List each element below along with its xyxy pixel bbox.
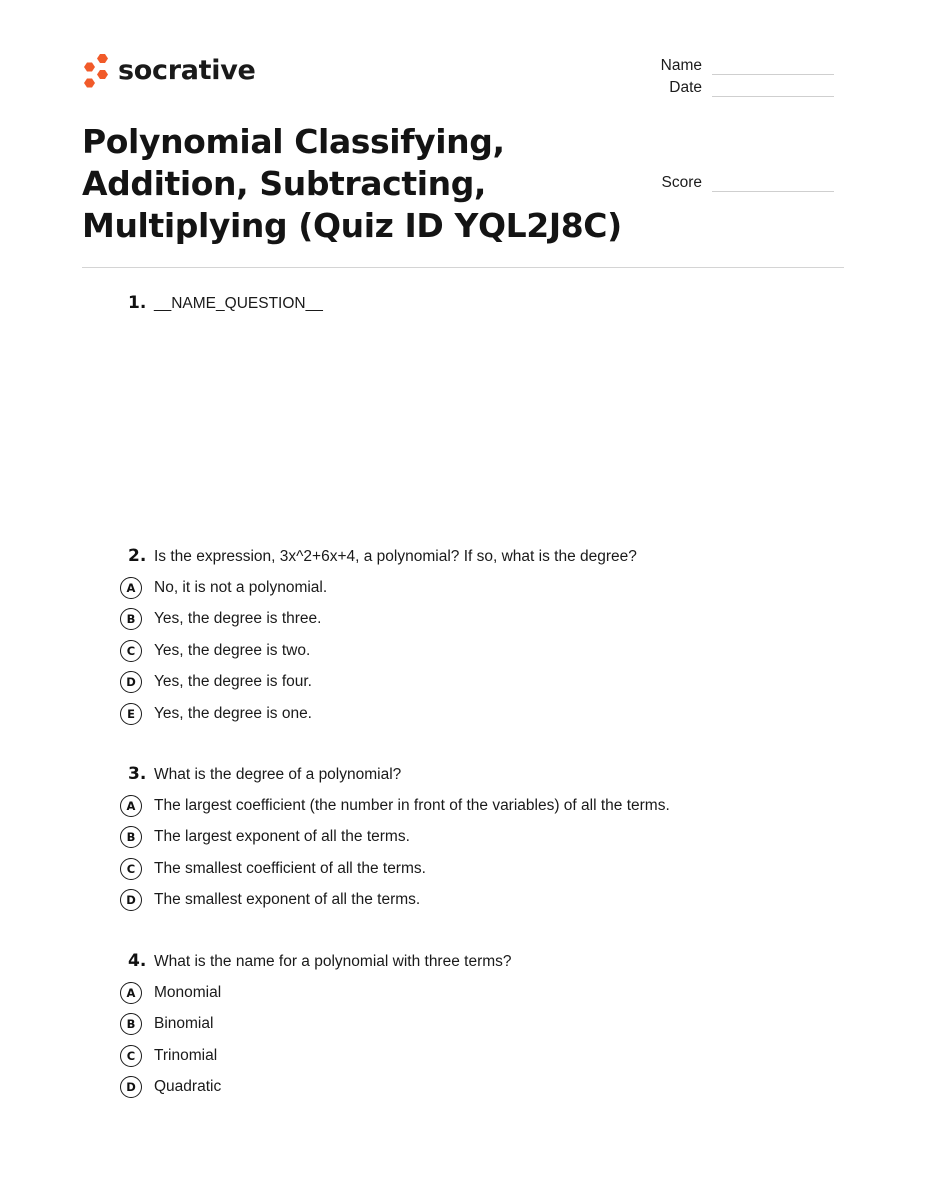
socrative-logo (82, 52, 256, 90)
name-line (712, 61, 834, 75)
answer-bubble: A (120, 795, 142, 817)
answer-bubble: D (120, 671, 142, 693)
choice-text: The largest coefficient (the number in front of the variables) of all the terms. (154, 796, 670, 814)
choice-c (120, 1040, 512, 1072)
brand-name: socrative (118, 54, 256, 86)
choice-a (120, 572, 637, 604)
answer-bubble: C (120, 1045, 142, 1067)
choice-text: Binomial (154, 1015, 214, 1033)
question-4 (120, 951, 512, 1103)
question-number: 1. (128, 293, 147, 313)
answer-bubble: E (120, 703, 142, 725)
question-number: 2. (128, 546, 147, 566)
hexagon-cluster-icon (82, 53, 110, 89)
name-label: Name (660, 57, 702, 74)
choice-d (120, 667, 637, 699)
choice-text: No, it is not a polynomial. (154, 578, 328, 596)
quiz-title: Polynomial Classifying, Addition, Subtracting, Multiplying (Quiz ID YQL2J8C) (82, 122, 622, 245)
choice-text: Quadratic (154, 1078, 222, 1096)
date-label: Date (669, 79, 702, 96)
question-number: 3. (128, 764, 147, 784)
answer-bubble: D (120, 1076, 142, 1098)
choice-d (120, 1072, 512, 1104)
choice-b (120, 604, 637, 636)
name-field (650, 57, 834, 75)
answer-bubble: C (120, 640, 142, 662)
answer-bubble: B (120, 1013, 142, 1035)
score-line (712, 178, 834, 192)
choice-a (120, 790, 670, 822)
header-divider (82, 267, 844, 268)
choice-a (120, 977, 512, 1009)
choice-c (120, 853, 670, 885)
answer-bubble: B (120, 608, 142, 630)
choice-d (120, 885, 670, 917)
choice-text: Trinomial (154, 1046, 218, 1064)
question-text: Is the expression, 3x^2+6x+4, a polynomial? If so, what is the degree? (154, 548, 637, 565)
answer-choices (120, 572, 637, 730)
question-text: What is the name for a polynomial with three terms? (154, 953, 512, 970)
choice-c (120, 635, 637, 667)
answer-choices (120, 977, 512, 1103)
question-2 (120, 546, 637, 730)
choice-text: Yes, the degree is two. (154, 641, 311, 659)
question-1 (120, 293, 323, 313)
question-number: 4. (128, 951, 147, 971)
score-field (650, 174, 834, 192)
score-label: Score (661, 174, 702, 191)
answer-choices (120, 790, 670, 916)
answer-bubble: A (120, 982, 142, 1004)
answer-bubble: D (120, 889, 142, 911)
answer-bubble: C (120, 858, 142, 880)
answer-bubble: A (120, 577, 142, 599)
choice-b (120, 822, 670, 854)
date-field (650, 79, 834, 97)
choice-text: Yes, the degree is one. (154, 704, 312, 722)
date-line (712, 83, 834, 97)
choice-text: Monomial (154, 983, 222, 1001)
answer-bubble: B (120, 826, 142, 848)
question-text: __NAME_QUESTION__ (154, 295, 323, 312)
choice-text: Yes, the degree is four. (154, 673, 312, 691)
question-text: What is the degree of a polynomial? (154, 766, 402, 783)
question-3 (120, 764, 670, 916)
choice-text: The largest exponent of all the terms. (154, 828, 410, 846)
choice-text: The smallest coefficient of all the terms. (154, 859, 426, 877)
choice-text: The smallest exponent of all the terms. (154, 891, 421, 909)
choice-e (120, 698, 637, 730)
choice-b (120, 1009, 512, 1041)
choice-text: Yes, the degree is three. (154, 610, 322, 628)
